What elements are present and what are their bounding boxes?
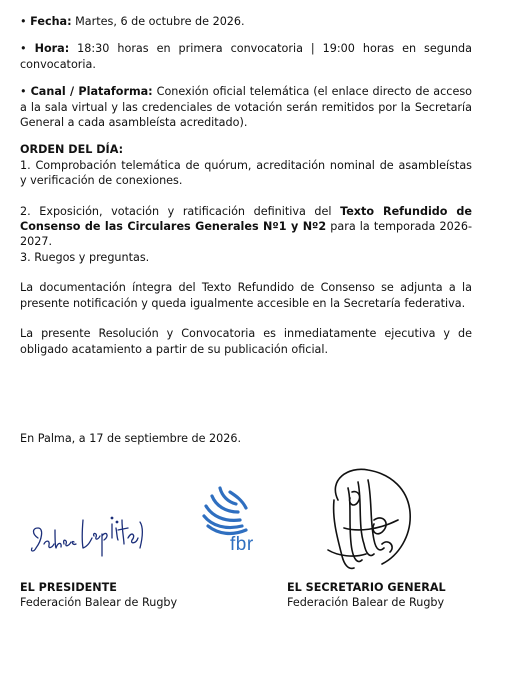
president-role: EL PRESIDENTE — [20, 581, 117, 594]
logo-text: fbr — [230, 534, 254, 555]
secretary-role: EL SECRETARIO GENERAL — [287, 581, 446, 594]
resolution-paragraph: La presente Resolución y Convocatoria es inmediatamente ejecutiva y de obligado acatamiento a partir de su publicación oficial. — [20, 327, 472, 356]
agenda-item-2-bold: Texto Refundido de Consenso de las Circulares Generales Nº1 y Nº2 — [20, 204, 473, 234]
secretary-signatory — [287, 580, 446, 610]
bullet-text: Conexión oficial telemática (el enlace directo de acceso a la sala virtual y las credenciales de votación serán remitidos por la Secretaría General a cada asambleísta acreditado). — [20, 85, 473, 130]
agenda-item-1: 1. Comprobación telemática de quórum, acreditación nominal de asambleístas y verificación de conexiones. — [20, 158, 472, 188]
bullet-symbol: • — [20, 15, 27, 28]
agenda-item-3: 3. Ruegos y preguntas. — [20, 250, 150, 264]
bullet-label: Fecha: — [30, 15, 72, 28]
president-signatory — [20, 580, 177, 610]
president-org: Federación Balear de Rugby — [20, 596, 178, 609]
agenda-item-2-post: para la temporada 2026-2027. — [20, 220, 472, 249]
bullet-hora — [20, 41, 472, 72]
agenda-item-2-pre: 2. Exposición, votación y ratificación definitiva del — [20, 204, 341, 218]
bullet-label: Canal / Plataforma: — [30, 85, 153, 99]
bullet-symbol: • — [20, 85, 27, 99]
bullet-label: Hora: — [34, 42, 70, 56]
federation-logo — [200, 484, 258, 555]
bullet-canal — [20, 84, 472, 130]
document-body — [20, 14, 472, 357]
agenda-title: ORDEN DEL DÍA: — [20, 143, 124, 157]
bullet-text: 18:30 horas en primera convocatoria | 19:00 horas en segunda convocatoria. — [20, 42, 472, 71]
place-date: En Palma, a 17 de septiembre de 2026. — [20, 432, 242, 445]
agenda-item-2 — [20, 204, 472, 250]
bullet-text: Martes, 6 de octubre de 2026. — [71, 15, 245, 28]
documentation-paragraph: La documentación íntegra del Texto Refundido de Consenso se adjunta a la presente notificación y queda igualmente accesible en la Secretaría federativa. — [20, 281, 472, 310]
bullet-fecha — [20, 14, 472, 29]
secretary-org: Federación Balear de Rugby — [287, 596, 445, 609]
bullet-symbol: • — [20, 42, 27, 56]
president-signature — [28, 500, 158, 562]
secretary-signature — [318, 460, 422, 572]
